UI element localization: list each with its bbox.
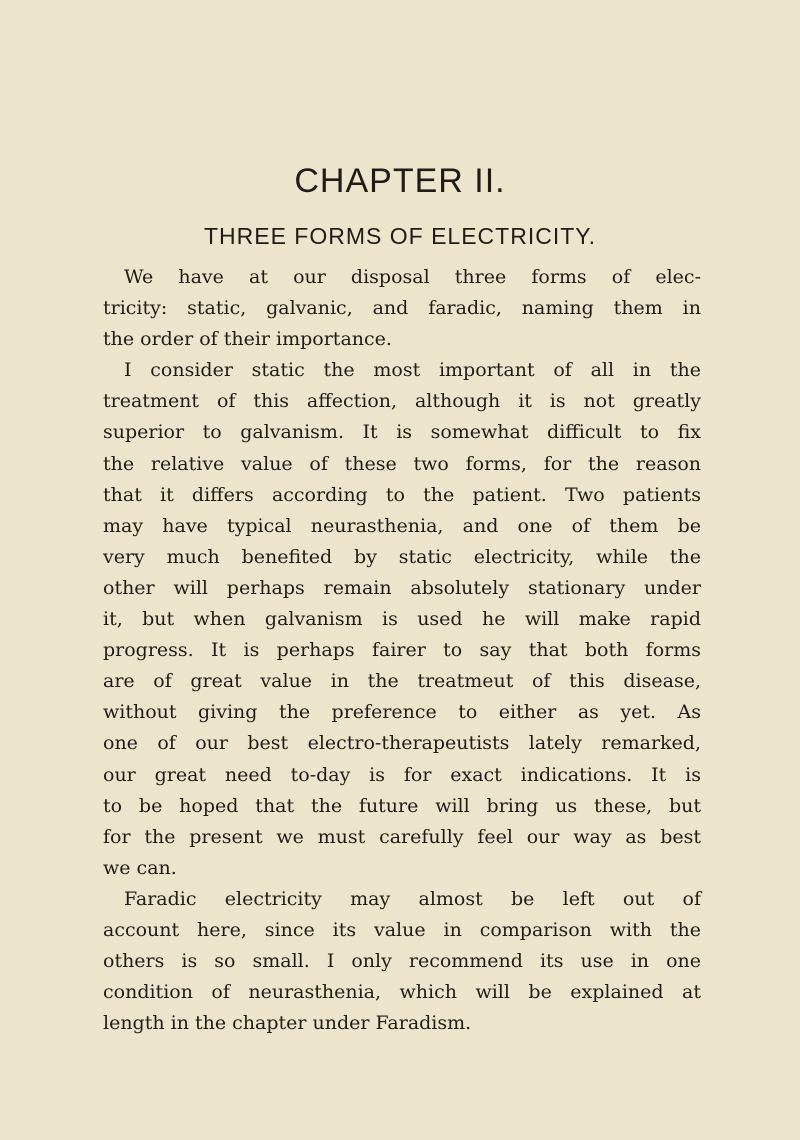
text-line: condition of neurasthenia, which will be explained at bbox=[103, 981, 701, 1004]
text-line: progress. It is perhaps fairer to say that both forms bbox=[103, 639, 701, 662]
text-line: other will perhaps remain absolutely stationary under bbox=[103, 576, 701, 599]
paragraph bbox=[103, 262, 701, 355]
text-line: length in the chapter under Faradism. bbox=[103, 1012, 472, 1035]
text-line: superior to galvanism. It is somewhat difficult to fix bbox=[103, 421, 701, 444]
text-line: to be hoped that the future will bring us these, but bbox=[103, 794, 701, 817]
text-line: one of our best electro-therapeutists lately remarked, bbox=[103, 732, 701, 755]
text-line: our great need to-day is for exact indications. It is bbox=[103, 763, 701, 786]
text-line: are of great value in the treatmeut of this disease, bbox=[103, 670, 701, 693]
text-line: tricity: static, galvanic, and faradic, naming them in bbox=[103, 297, 701, 320]
chapter-subtitle: THREE FORMS OF ELECTRICITY. bbox=[203, 223, 597, 249]
text-line: that it differs according to the patient. Two patients bbox=[103, 483, 701, 506]
text-line: others is so small. I only recommend its use in one bbox=[103, 950, 701, 973]
text-line: without giving the preference to either as yet. As bbox=[103, 701, 701, 724]
text-line: treatment of this affection, although it is not greatly bbox=[103, 390, 701, 413]
chapter-title: CHAPTER II. bbox=[294, 162, 506, 200]
text-line: very much benefited by static electricity, while the bbox=[103, 545, 701, 568]
text-line: We have at our disposal three forms of elec- bbox=[124, 266, 701, 288]
paragraph bbox=[103, 884, 701, 1039]
text-line: account here, since its value in comparison with the bbox=[103, 918, 701, 941]
text-line: it, but when galvanism is used he will make rapid bbox=[103, 608, 701, 631]
paragraph bbox=[103, 355, 701, 884]
text-line: for the present we must carefully feel our way as best bbox=[103, 825, 701, 848]
chapter-body bbox=[103, 262, 701, 1039]
text-line: the relative value of these two forms, for the reason bbox=[103, 452, 701, 475]
text-line: I consider static the most important of all in the bbox=[124, 359, 701, 382]
text-line: we can. bbox=[103, 856, 177, 879]
text-line: the order of their importance. bbox=[103, 328, 392, 351]
text-line: may have typical neurasthenia, and one of them be bbox=[103, 514, 701, 537]
text-line: Faradic electricity may almost be left out of bbox=[124, 887, 701, 910]
